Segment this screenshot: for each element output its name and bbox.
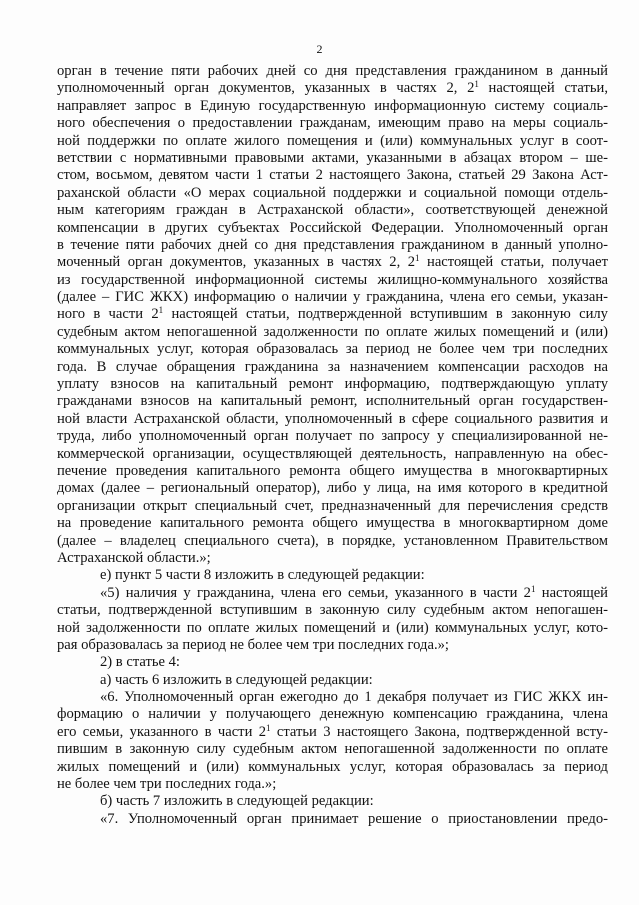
- text-segment: настоящей статьи,: [478, 80, 608, 97]
- text-segment: ветствии с нормативными правовыми актами, указанными в абзацах втором – ше-: [57, 149, 608, 166]
- text-segment: судебным актом непогашенной задолженности по оплате жилых помещений и (или): [57, 323, 608, 340]
- text-line: [57, 724, 608, 741]
- text-segment: настоящей: [535, 584, 608, 601]
- text-segment: его семьи, указанного в части 2: [57, 723, 267, 740]
- text-segment: года. В случае обращения гражданина за назначением компенсации расходов на: [57, 358, 608, 375]
- text-line: [57, 220, 608, 237]
- text-line: [57, 498, 608, 515]
- text-line: [57, 480, 608, 497]
- text-line: [57, 376, 608, 393]
- text-line: [57, 98, 608, 115]
- superscript: 1: [158, 305, 164, 316]
- text-segment: ного обеспечения о предоставлении гражданам, имеющим право на меры социаль-: [57, 115, 608, 132]
- text-segment: моченный орган документов, указанных в частях 2, 2: [57, 254, 416, 271]
- text-segment: ной задолженности по оплате жилых помещений и (или) коммунальных услуг, кото-: [57, 619, 608, 636]
- text-segment: коммерческой организации, осуществляющей деятельность, направленную на обес-: [57, 445, 608, 462]
- text-line: [57, 620, 608, 637]
- text-line: [57, 237, 608, 254]
- text-line: [57, 793, 608, 810]
- text-line: [57, 654, 608, 671]
- document-text: [57, 63, 608, 828]
- text-line: [57, 133, 608, 150]
- text-segment: орган в течение пяти рабочих дней со дня представления гражданином в данный: [57, 63, 608, 79]
- text-line: [57, 689, 608, 706]
- text-segment: в течение пяти рабочих дней со дня представления гражданином в данный уполно-: [57, 236, 608, 253]
- text-line: [57, 515, 608, 532]
- text-line: [57, 811, 608, 828]
- text-segment: организации открыт специальный счет, предназначенный для перечисления средств: [57, 497, 608, 514]
- text-line: [57, 567, 608, 584]
- text-segment: на проведение капитального ремонта общего имущества в многоквартирном доме: [57, 515, 608, 532]
- text-line: [57, 602, 608, 619]
- text-segment: труда, либо уполномоченный орган получает по запросу у специализированной не-: [57, 428, 608, 445]
- text-line: [57, 533, 608, 550]
- text-line: [57, 741, 608, 758]
- text-line: [57, 150, 608, 167]
- text-segment: раханской области «О мерах социальной поддержки и социальной помощи отдель-: [57, 184, 608, 201]
- text-segment: направляет запрос в Единую государственную информационную систему социаль-: [57, 97, 608, 114]
- page-number: 2: [316, 42, 323, 56]
- text-line: [57, 202, 608, 219]
- text-segment: из государственной информационной системы жилищно-коммунального хозяйства: [57, 271, 608, 288]
- text-segment: б) часть 7 изложить в следующей редакции:: [100, 793, 374, 810]
- superscript: 1: [474, 79, 479, 90]
- text-line: [57, 254, 608, 271]
- text-line: [57, 759, 608, 776]
- text-segment: а) часть 6 изложить в следующей редакции:: [100, 671, 373, 688]
- superscript: 1: [530, 583, 536, 594]
- text-segment: уплату взносов на капитальный ремонт информацию, подтверждающую уплату: [57, 376, 608, 393]
- text-line: [57, 463, 608, 480]
- text-segment: «7. Уполномоченный орган принимает решение о приостановлении предо-: [100, 810, 608, 827]
- text-segment: ной власти Астраханской области, уполномоченный в сфере социального развития и: [57, 410, 608, 427]
- text-line: [57, 672, 608, 689]
- text-segment: уполномоченный орган документов, указанных в частях 2, 2: [57, 80, 475, 97]
- text-line: [57, 776, 608, 793]
- text-segment: печение проведения капитального ремонта общего имущества в многоквартирных: [57, 462, 608, 479]
- text-line: [57, 167, 608, 184]
- text-segment: стом, восьмом, девятом части 1 статьи 2 настоящего Закона, статьей 29 Закона Аст-: [57, 167, 608, 184]
- text-segment: коммунальных услуг, которая образовалась за период не более чем три последних: [57, 341, 608, 358]
- superscript: 1: [266, 722, 271, 733]
- text-segment: рая образовалась за период не более чем три последних года.»;: [57, 636, 449, 653]
- text-segment: (далее – ГИС ЖКХ) информацию о наличии у гражданина, члена его семьи, указан-: [57, 289, 608, 306]
- superscript: 1: [415, 253, 420, 264]
- text-line: [57, 428, 608, 445]
- text-line: [57, 306, 608, 323]
- text-segment: пившим в законную силу судебным актом непогашенной задолженности по оплате: [57, 741, 608, 758]
- text-line: [57, 289, 608, 306]
- text-segment: ного в части 2: [57, 306, 159, 323]
- text-line: [57, 446, 608, 463]
- text-line: [57, 411, 608, 428]
- text-segment: формацию о наличии у получающего денежную компенсацию гражданина, члена: [57, 706, 608, 723]
- text-line: [57, 359, 608, 376]
- text-segment: статьи 3 настоящего Закона, подтвержденной всту-: [270, 723, 608, 740]
- text-line: [57, 185, 608, 202]
- text-segment: (далее – владелец специального счета), в порядке, установленном Правительством: [57, 532, 608, 549]
- text-segment: статьи, подтвержденной вступившим в законную силу судебным актом непогашен-: [57, 602, 608, 619]
- text-line: [57, 341, 608, 358]
- text-line: [57, 637, 608, 654]
- text-line: [57, 324, 608, 341]
- text-segment: ной поддержки по оплате жилого помещения и (или) коммунальных услуг в соот-: [57, 132, 608, 149]
- text-segment: не более чем три последних года.»;: [57, 776, 277, 793]
- text-segment: настоящей статьи, подтвержденной вступившим в законную силу: [163, 306, 608, 323]
- text-segment: домах (далее – региональный оператор), либо у лица, на имя которого в кредитной: [57, 480, 608, 497]
- text-segment: 2) в статье 4:: [100, 654, 180, 671]
- text-line: [57, 706, 608, 723]
- text-line: [57, 115, 608, 132]
- text-segment: «5) наличия у гражданина, члена его семьи, указанного в части 2: [100, 584, 531, 601]
- text-line: [57, 393, 608, 410]
- text-segment: гражданами взносов на капитальный ремонт, исполнительный орган государствен-: [57, 393, 608, 410]
- text-segment: компенсации в других субъектах Российской Федерации. Уполномоченный орган: [57, 219, 608, 236]
- text-segment: «6. Уполномоченный орган ежегодно до 1 декабря получает из ГИС ЖКХ ин-: [100, 689, 608, 706]
- text-segment: жилых помещений и (или) коммунальных услуг, которая образовалась за период: [57, 758, 608, 775]
- text-line: [57, 63, 608, 80]
- text-segment: Астраханской области.»;: [57, 549, 211, 566]
- text-segment: ным категориям граждан в Астраханской области», соответствующей денежной: [57, 202, 608, 219]
- text-line: [57, 80, 608, 97]
- text-segment: е) пункт 5 части 8 изложить в следующей редакции:: [100, 567, 425, 584]
- text-line: [57, 550, 608, 567]
- text-line: [57, 585, 608, 602]
- text-line: [57, 272, 608, 289]
- text-segment: настоящей статьи, получает: [419, 254, 608, 271]
